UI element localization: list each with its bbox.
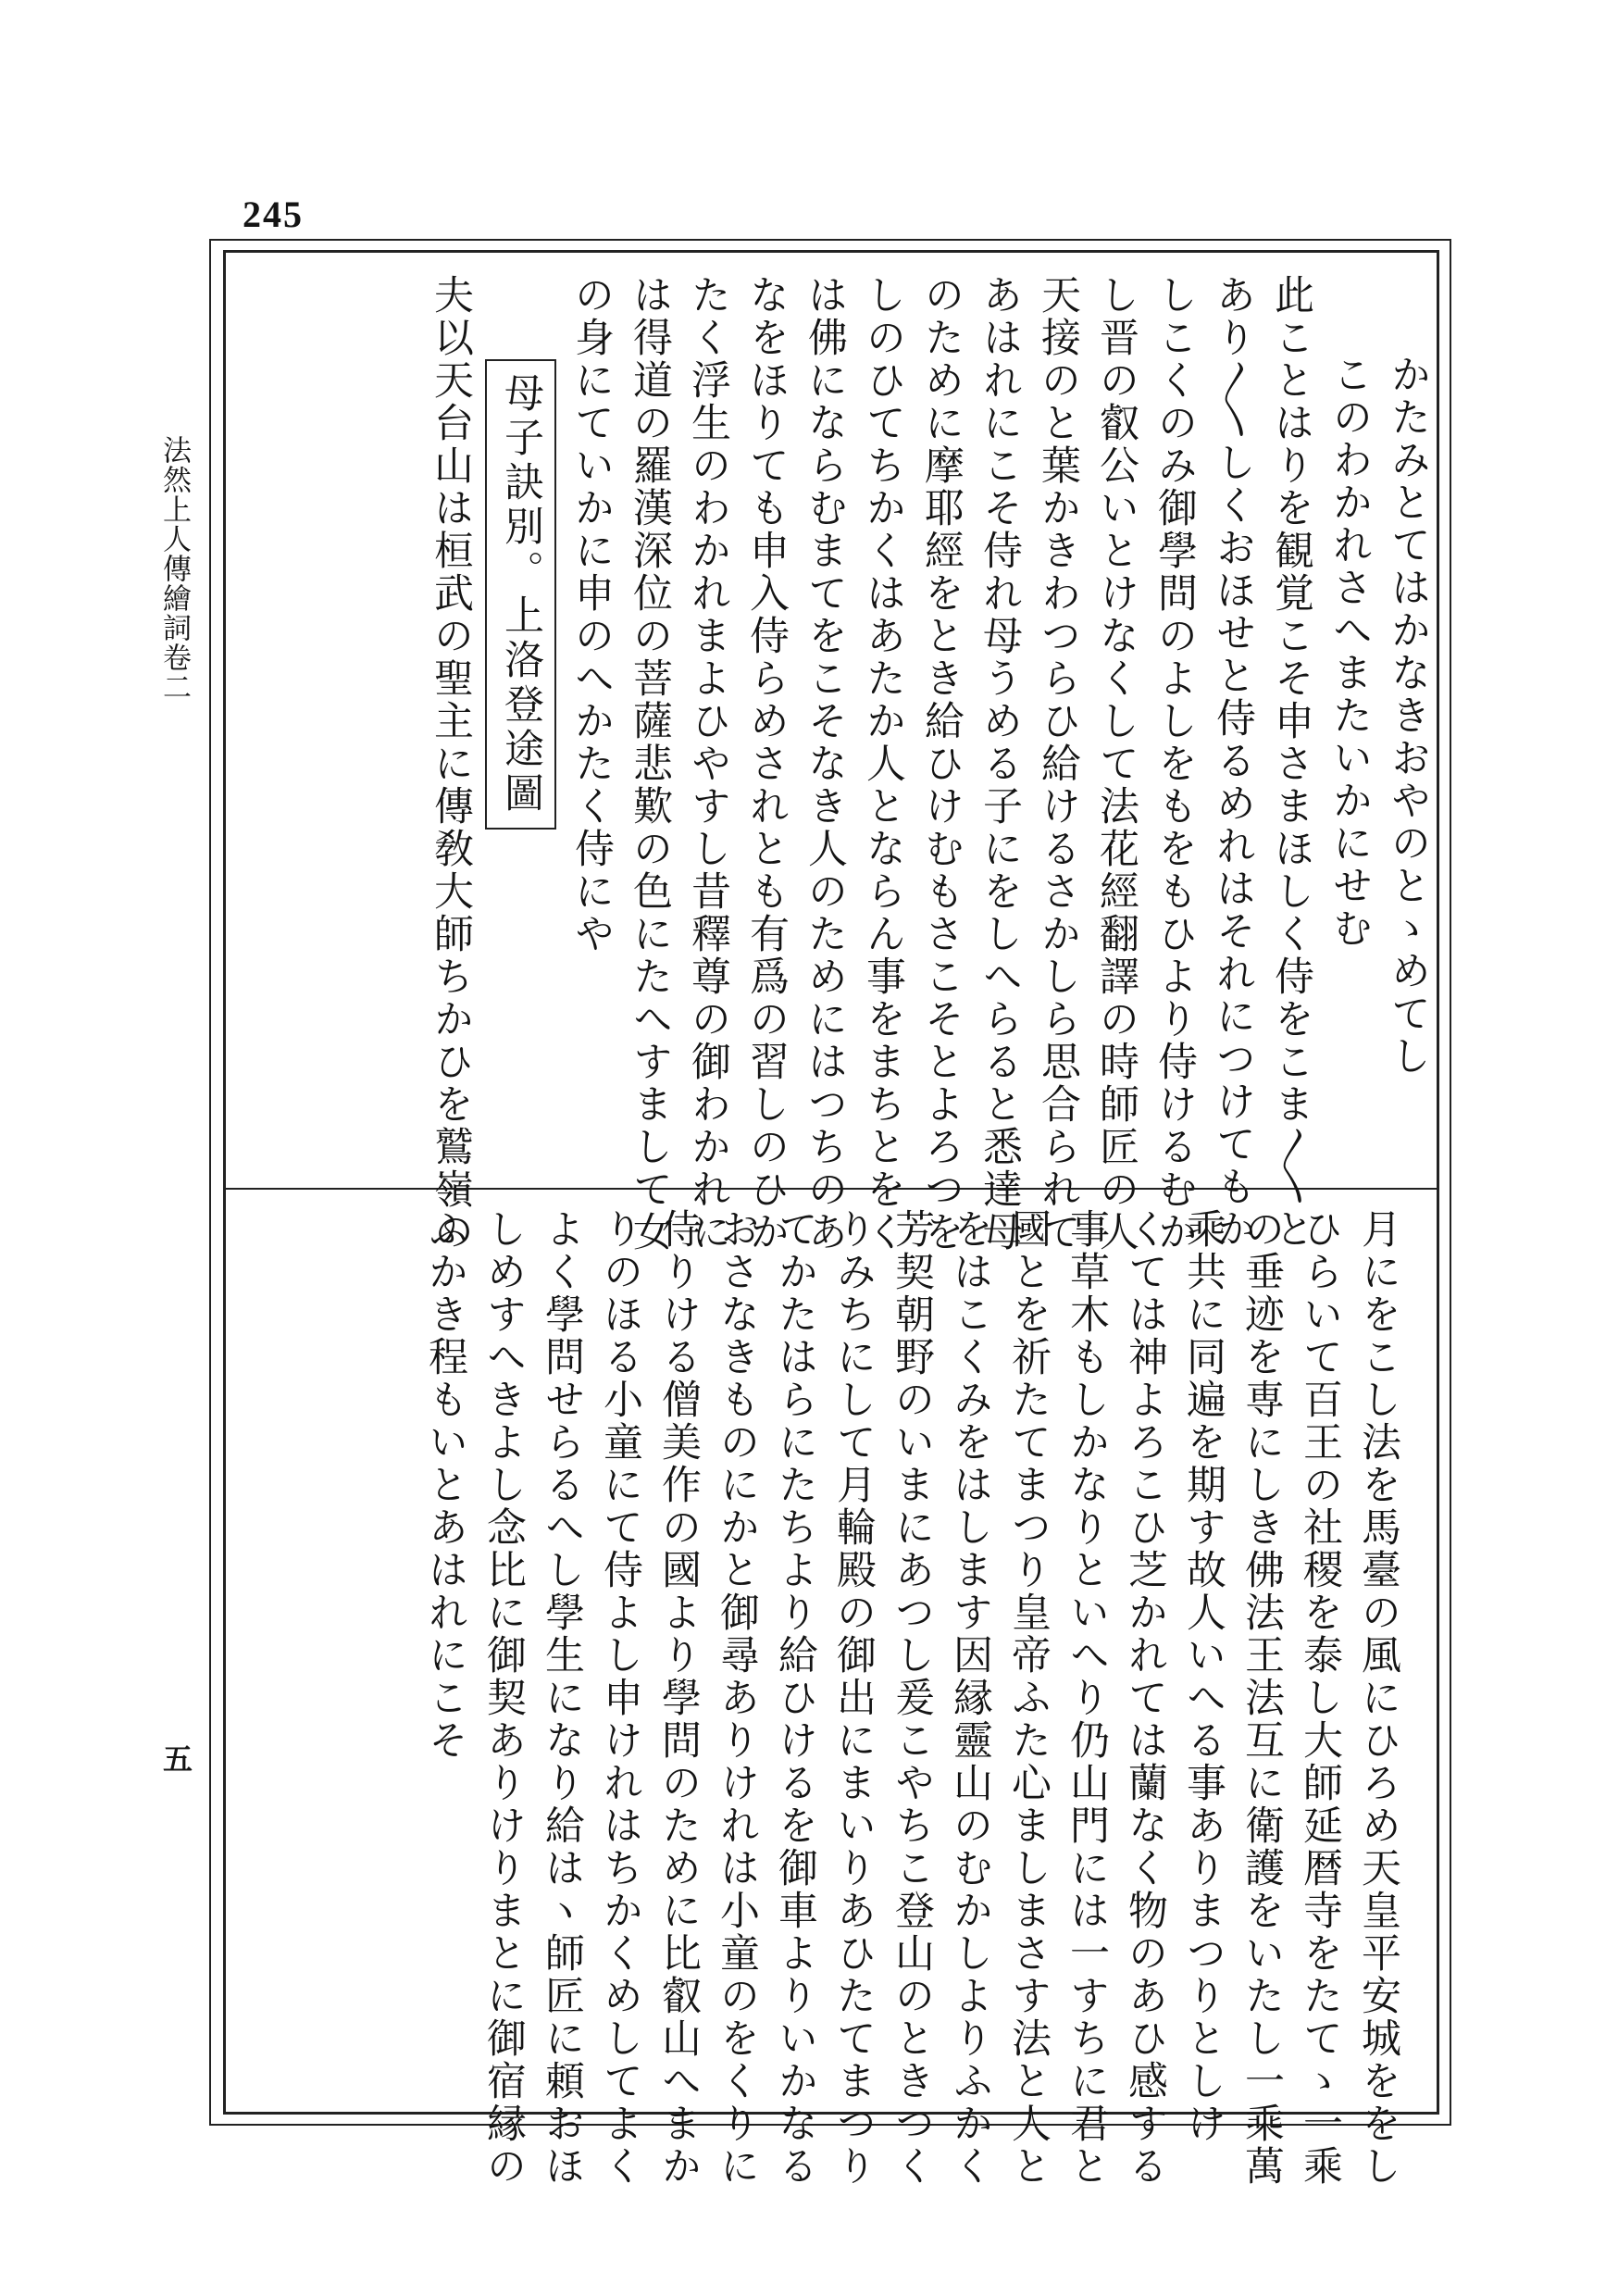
text-line: 侍りける僧美作の國より學問のために比叡山へまか bbox=[655, 1208, 702, 2188]
text-line: あはれにこそ侍れ母うめる子にをしへらると悉達母 bbox=[977, 274, 1023, 1254]
text-line: のために摩耶經をとき給ひけむもさこそとよろつを bbox=[918, 274, 965, 1254]
upper-text-block bbox=[265, 274, 1437, 1254]
text-line: ひらいて百王の社稷を泰し大師延暦寺をたてゝ一乘 bbox=[1297, 1208, 1343, 2188]
text-line: 天接のと葉かきわつらひ給けるさかしら思合られて bbox=[1035, 274, 1081, 1254]
text-line: りみちにして月輪殿の御出にまいりあひたてまつり bbox=[830, 1208, 877, 2188]
text-line: しのひてちかくはあたか人とならん事をまちとをく bbox=[860, 274, 906, 1254]
text-line: なをほりても申入侍らめされとも有爲の習しのひか bbox=[743, 274, 790, 1254]
text-line: よく學問せらるへし學生になり給はヽ師匠に頼おほ bbox=[539, 1208, 585, 2188]
text-line: 國とを祈たてまつり皇帝ふた心ましまさす法と人と bbox=[1005, 1208, 1052, 2188]
text-line: 事草木もしかなりといへり仍山門には一すちに君と bbox=[1064, 1208, 1110, 2188]
text-line: くては神よろこひ芝かれては蘭なく物のあひ感する bbox=[1122, 1208, 1168, 2188]
text-line: てかたはらにたちより給ひけるを御車よりいかなる bbox=[772, 1208, 818, 2188]
text-line: おさなきものにかと御尋ありけれは小童のをくりに bbox=[714, 1208, 760, 2188]
poem-line-1: かたみとてはかなきおやのとゝめてし bbox=[1385, 354, 1431, 1078]
text-line: あり〳〵しくおほせと侍るめれはそれにつけてもか bbox=[1210, 274, 1256, 1251]
leaf-number: 五 bbox=[163, 1741, 193, 1777]
text-line: しめすへきよし念比に御契ありけりまとに御宿縁の bbox=[480, 1208, 527, 2188]
illustration-caption: 母子訣別。上洛登途圖 bbox=[485, 359, 556, 830]
text-line: をはこくみをはします因縁靈山のむかしよりふかく bbox=[947, 1208, 993, 2188]
text-line: ふかき程もいとあはれにこそ bbox=[422, 1208, 468, 1762]
text-line: たく浮生のわかれまよひやすし昔釋尊の御わかれに bbox=[685, 274, 731, 1254]
text-line: りのほる小童にて侍よし申けれはちかくめしてよく bbox=[597, 1208, 643, 2188]
text-line: し晋の叡公いとけなくして法花經翻譯の時師匠の人 bbox=[1093, 274, 1139, 1254]
text-line: 此ことはりを観覚こそ申さまほしく侍をこま〳〵と bbox=[1268, 274, 1314, 1251]
poem-line-2: このわかれさへまたいかにせむ bbox=[1326, 354, 1373, 950]
text-line: 乘共に同遍を期す故人いへる事ありまつりとしけ bbox=[1180, 1208, 1226, 2145]
text-line: の身にていかに申のへかたく侍にや bbox=[568, 274, 615, 955]
text-line: 夫以天台山は桓武の聖主に傳敎大師ちかひを鷲嶺の bbox=[428, 274, 474, 1254]
text-line: は佛にならむまてをこそなき人のためにはつちのあ bbox=[802, 274, 848, 1254]
text-line: は得道の羅漢深位の菩薩悲歎の色にたへすまして女 bbox=[627, 274, 673, 1254]
text-line: 月にをこし法を馬臺の風にひろめ天皇平安城ををし bbox=[1355, 1208, 1401, 2188]
page-number: 245 bbox=[243, 193, 304, 235]
text-line: しこくのみ御學問のよしをもをもひより侍けるむか bbox=[1151, 274, 1198, 1254]
text-line: 芳契朝野のいまにあつし爰こやちこ登山のときつく bbox=[889, 1208, 935, 2188]
lower-text-block bbox=[252, 1208, 1407, 2188]
text-line: の垂迹を専にしき佛法王法互に衛護をいたし一乘萬 bbox=[1238, 1208, 1285, 2188]
running-head: 法然上人傳繪詞卷二 bbox=[157, 435, 191, 702]
